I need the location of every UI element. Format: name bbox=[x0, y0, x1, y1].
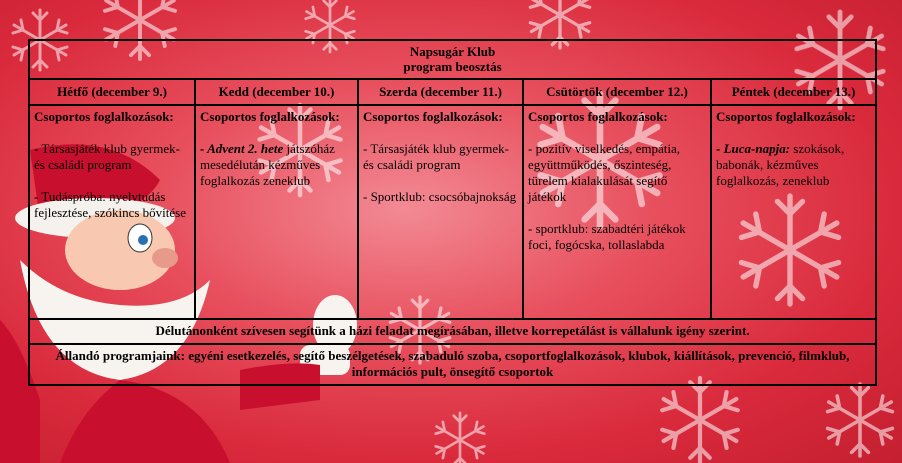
program-row bbox=[29, 105, 876, 319]
day-header-tuesday: Kedd (december 10.) bbox=[195, 79, 358, 105]
program-item bbox=[716, 141, 871, 189]
program-details: szokások, babonák, kézműves foglalkozás, zeneklub bbox=[716, 141, 845, 188]
program-item: - sportklub: szabadtéri játékok foci, fogócska, tollaslabda bbox=[528, 221, 686, 252]
cell-tuesday bbox=[195, 105, 358, 319]
program-item: - Társasjáték klub gyermek-és családi program bbox=[363, 141, 509, 172]
program-item: - Sportklub: csocsóbajnokság bbox=[363, 189, 517, 204]
cell-wednesday bbox=[358, 105, 523, 319]
category-label: Csoportos foglalkozások: bbox=[200, 109, 340, 124]
program-highlight: - Advent 2. hete bbox=[200, 141, 284, 156]
program-item: - pozitív viselkedés, empátia, együttműködés, őszinteség, türelem kialakulását segítő játékok bbox=[528, 141, 680, 204]
program-highlight: - Luca-napja: bbox=[716, 141, 791, 156]
schedule-subtitle: program beosztás bbox=[403, 59, 502, 74]
cell-thursday bbox=[523, 105, 711, 319]
schedule-title bbox=[29, 40, 876, 79]
day-header-monday: Hétfő (december 9.) bbox=[29, 79, 195, 105]
category-label: Csoportos foglalkozások: bbox=[528, 109, 668, 124]
category-label: Csoportos foglalkozások: bbox=[34, 109, 174, 124]
homework-help-note: Délutánonként szívesen segítünk a házi feladat megírásában, illetve korrepetálást is vállalunk igény szerint. bbox=[29, 319, 876, 344]
club-name: Napsugár Klub bbox=[409, 44, 496, 59]
day-header-wednesday: Szerda (december 11.) bbox=[358, 79, 523, 105]
day-header-thursday: Csütörtök (december 12.) bbox=[523, 79, 711, 105]
permanent-programs: Állandó programjaink: egyéni esetkezelés, segítő beszélgetések, szabaduló szoba, csoportfoglalkozások, klubok, kiállítások, prevenció, filmklub, információs pult, önsegítő csoportok bbox=[29, 344, 876, 385]
cell-monday bbox=[29, 105, 195, 319]
day-header-row bbox=[29, 79, 876, 105]
category-label: Csoportos foglalkozások: bbox=[716, 109, 856, 124]
schedule-table bbox=[28, 39, 877, 386]
program-item: - Tudáspróba: nyelvtudás fejlesztése, szókincs bővítése bbox=[34, 189, 186, 220]
cell-friday bbox=[711, 105, 876, 319]
program-details: játszóház mesedélután kézműves foglalkozás zeneklub bbox=[200, 141, 335, 188]
category-label: Csoportos foglalkozások: bbox=[363, 109, 503, 124]
day-header-friday: Péntek (december 13.) bbox=[711, 79, 876, 105]
program-item bbox=[200, 141, 353, 189]
program-item: - Társasjáték klub gyermek-és családi program bbox=[34, 141, 180, 172]
